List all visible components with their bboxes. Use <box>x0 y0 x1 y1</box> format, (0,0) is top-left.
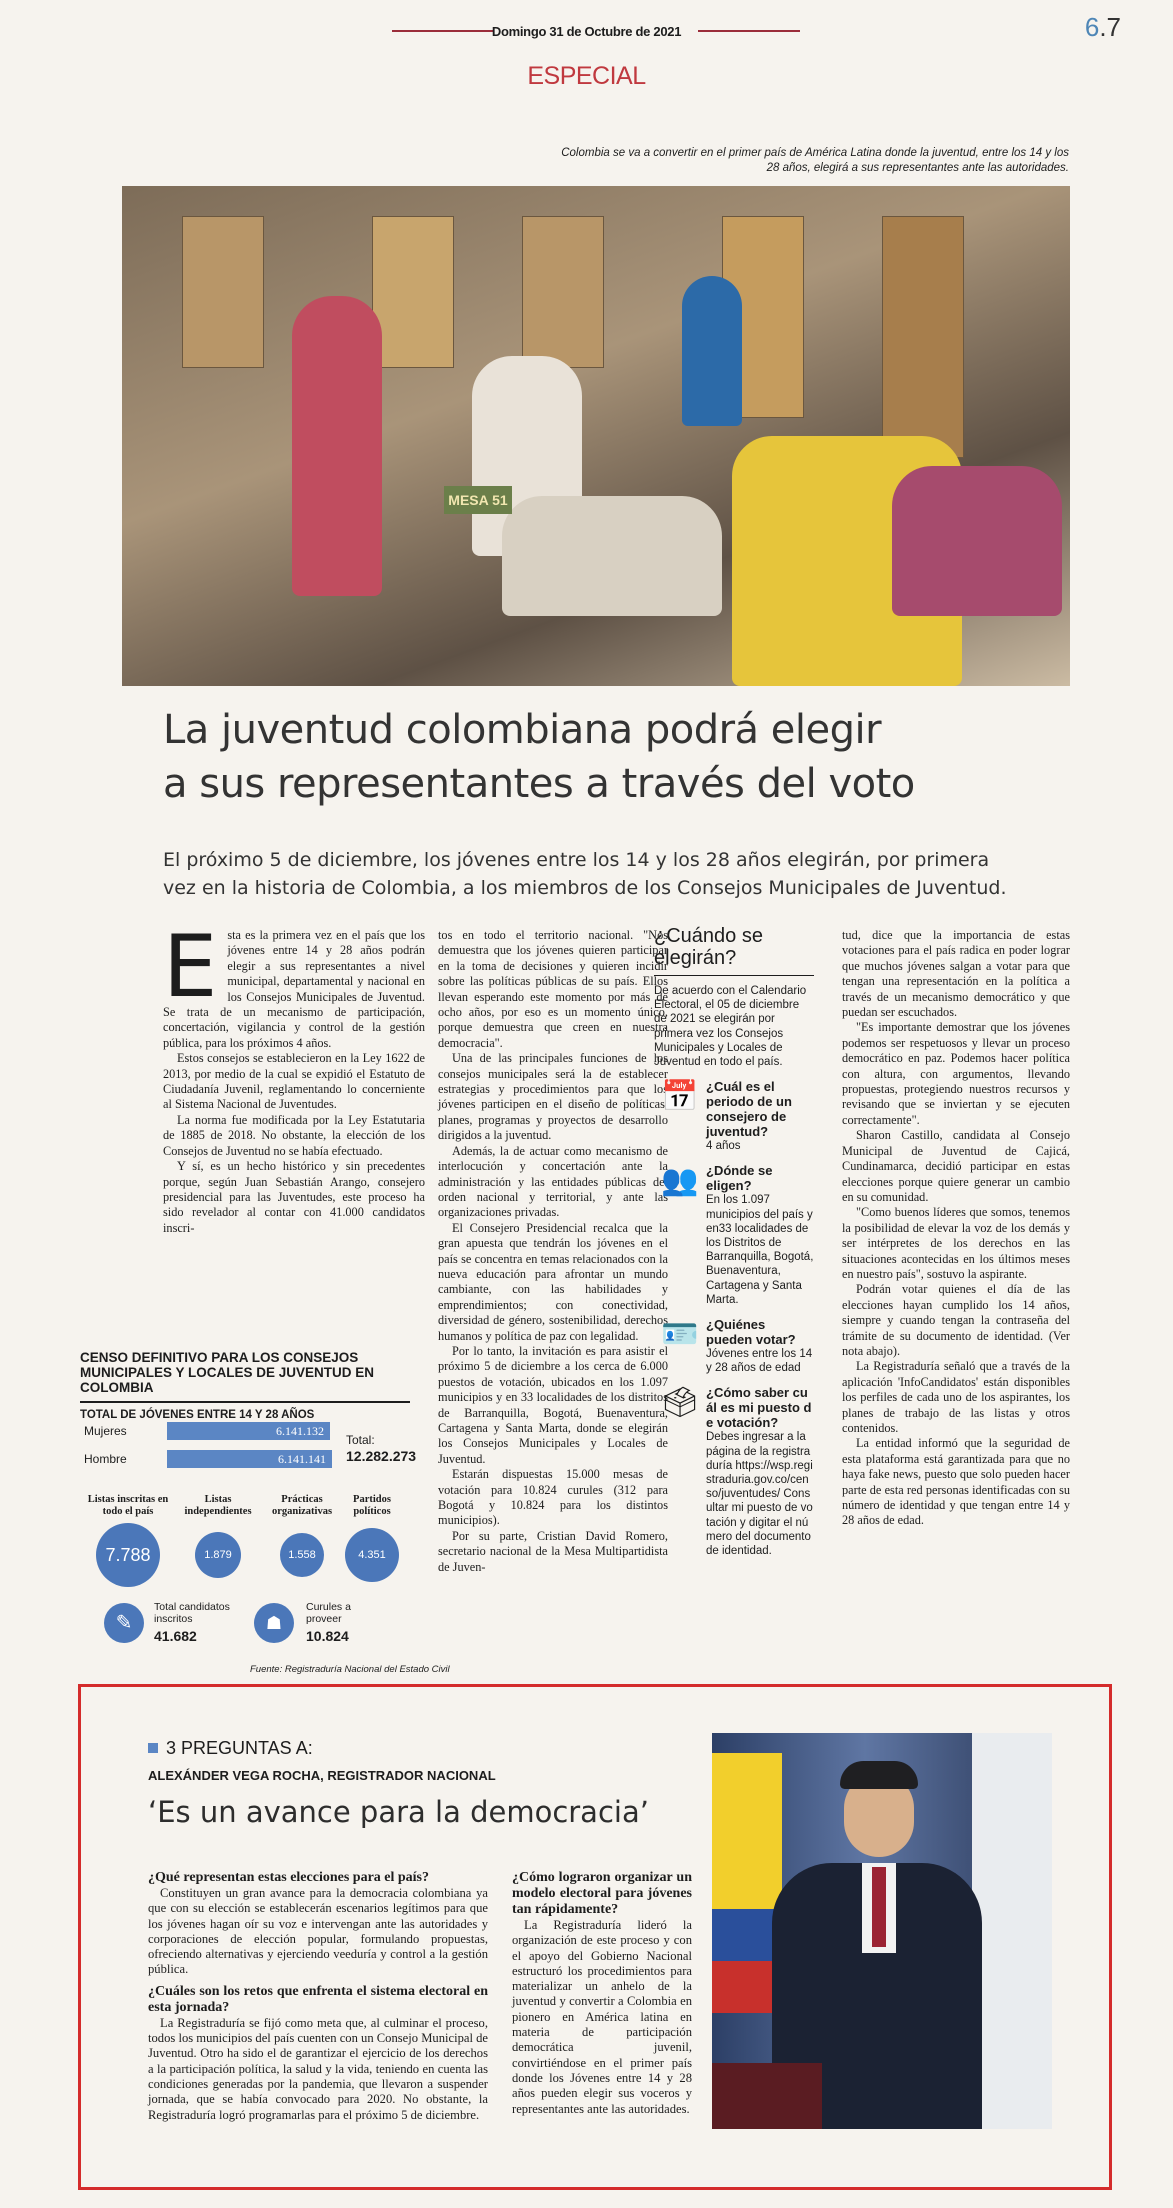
circle-label: Partidos políticos <box>353 1494 391 1517</box>
interview-quote: ‘Es un avance para la democracia’ <box>148 1795 649 1829</box>
interview-column-2 <box>512 1870 692 2123</box>
article-deck: El próximo 5 de diciembre, los jóvenes entre los 14 y los 28 años elegirán, por primera vez en la historia de Colombia, a los miembros de los Consejos Municipales de Juventud. <box>163 849 1007 899</box>
faq-item: 🪪 ¿Quiénes pueden votar? Jóvenes entre los 14 y 28 años de edad <box>654 1317 814 1375</box>
section-title: ESPECIAL <box>527 62 646 90</box>
interview-label: 3 PREGUNTAS A: <box>148 1738 313 1759</box>
interview-answer: La Registraduría lideró la organización de este proceso y con el apoyo del Gobierno Nacional estructuró los procedimientos para materializar un anhelo de la juventud y convertir a Colombia en pionero en América latina en materia de participación democrática juvenil, convirtiéndose en el primer país donde los Jóvenes entre 14 y 28 años pueden elegir sus voceros y representantes ante las autoridades. <box>512 1918 692 2116</box>
id-card-icon: 🪪 <box>661 1318 699 1352</box>
census-circle: 1.879 <box>195 1532 241 1578</box>
interview-column-1 <box>148 1870 488 2129</box>
interview-answer: La Registraduría se fijó como meta que, al culminar el proceso, todos los municipios del país cuenten con un Consejo Municipal de Juventud. Otro ha sido el de garantizar el ejercicio de los derechos a la participación política, la salud y la vida, teniendo en cuenta las condiciones generadas por la pandemia, que llevaron a suspender jornada, que se había convocado para 2020. No obstante, la Registraduría logró programarlas para el próximo 5 de diciembre. <box>148 2015 488 2122</box>
article-column-4: tud, dice que la importancia de estas votaciones para el país radica en poder lograr que muchos jóvenes salgan a votar para que tengan una representación en la política a través de un mecanismo democrático y que puedan ser escuchados. "Es importante demostrar que los jóvenes podemos ser respetuosos y llevar un proceso democrático en paz. Podemos hacer política con altura, con argumentos, llevando propuestas, protegiendo nuestros recursos y revisando que se inviertan y se ejecuten correctamente". Sharon Castillo, candidata al Consejo Municipal de Juventud de Cajicá, Cundinamarca, decidió participar en estas elecciones porque quiere generar un cambio en su comunidad. "Como buenos líderes que somos, tenemos la posibilidad de elevar la voz de los demás y ser intérpretes de los derechos en las situaciones acontecidas en los últimos meses en nuestro país", sostuvo la aspirante. Podrán votar quienes el día de las elecciones hayan cumplido los 14 años, siempre y cuando tengan la contraseña del trámite de su documento de identidad. (Ver nota abajo). La Registraduría señaló que a través de la aplicación 'InfoCandidatos' están disponibles los perfiles de cada uno de los aspirantes, los planes de trabajo de las listas y otros contenidos. La entidad informó que la seguridad de esta plataforma está garantizada para que no haya fake news, puesto que solo pueden hacer parte de esta red personas identificadas con su número de identidad y que tengan entre 14 y 28 años de edad. <box>842 928 1070 1528</box>
interviewee: ALEXÁNDER VEGA ROCHA, REGISTRADOR NACIONAL <box>148 1768 496 1783</box>
candidates-label: Total candidatos inscritos <box>154 1601 230 1625</box>
bar-label: Mujeres <box>84 1424 127 1438</box>
photo-caption: Colombia se va a convertir en el primer país de América Latina donde la juventud, entre los 14 y los 28 años, elegirá a sus representantes ante las autoridades. <box>561 147 1069 174</box>
circle-label: Listas independientes <box>184 1494 252 1517</box>
interview-answer: Constituyen un gran avance para la democracia colombiana ya que con su elección se establecerán escenarios legítimos para que los jóvenes hagan oír su voz e intervengan ante las autoridades y corporaciones de elección popular, formulando propuestas, ofreciendo alternativas y ejerciendo veeduría y control a la gestión pública. <box>148 1886 488 1977</box>
article-column-1: E sta es la primera vez en el país que los jóvenes entre 14 y 28 años podrán elegir a sus representantes a nivel municipal, departamental y nacional en los Consejos Municipales de Juventud. Se trata de un mecanismo de participación, concertación, vigilancia y control de la gestión pública, para los próximos 4 años. Estos consejos se establecieron en la Ley 1622 de 2013, por medio de la cual se expidió el Estatuto de Ciudadanía Juvenil, reglamentando lo concerniente al Sistema Nacional de Juventudes. La norma fue modificada por la Ley Estatutaria de 1885 de 2018. No obstante, la elección de los Consejos de Juventud no se había efectuado. Y sí, es un hecho histórico y sin precedentes porque, según Juan Sebastián Arango, consejero presidencial para las Juventudes, este proceso ha sido revelador al contar con 41.000 candidatos inscri- <box>163 917 425 1235</box>
bar-label: Hombre <box>84 1452 127 1466</box>
sidebar-intro: De acuerdo con el Calendario Electoral, el 05 de diciembre de 2021 se elegirán por primera vez los Consejos Municipales y Locales de Juventud en todo el país. <box>654 975 814 1069</box>
interview-question: ¿Cómo lograron organizar un modelo electoral para jóvenes tan rápidamente? <box>512 1870 692 1917</box>
interview-question: ¿Cuáles son los retos que enfrenta el sistema electoral en esta jornada? <box>148 1983 488 2015</box>
seats-label: Curules a proveer <box>306 1601 351 1625</box>
seats-value: 10.824 <box>306 1628 349 1644</box>
sidebar-title: ¿Cuándo se elegirán? <box>654 925 763 969</box>
article-column-2: tos en todo el territorio nacional. "Nos demuestra que los jóvenes quieren participar en la toma de decisiones y quieren incidir sobre las políticas públicas de su país. Ellos llevan esperando este momento por más de ocho años, por eso es un momento único, porque demuestra que creen en nuestra democracia". Una de las principales funciones de los consejos municipales será la de establecer estrategias y procedimientos para que los jóvenes participen en el diseño de políticas, planes, programas y proyectos de desarrollo dirigidos a la juventud. Además, la de actuar como mecanismo de interlocución y concertación ante la administración y las entidades públicas del orden nacional y territorial, y ante las organizaciones privadas. El Consejero Presidencial recalca que la gran apuesta que tendrán los jóvenes en el país se concentra en temas relacionados con la nueva educación para afrontar un mundo cambiante, con las habilidades y emprendimientos; con conectividad, diversidad de género, sostenibilidad, derechos humanos y política de paz con legalidad. Por lo tanto, la invitación es para asistir el próximo 5 de diciembre a los cerca de 6.000 puestos de votación, ubicados en los 1.097 municipios y en 33 localidades de los distritos de Barranquilla, Bogotá, Buenaventura, Cartagena y Santa Marta, donde se elegirán los Consejos Municipales y Locales de Juventud. Estarán dispuestas 15.000 mesas de votación para 10.824 curules (312 para Bogotá y 10.824 para los distintos municipios). Por su parte, Cristian David Romero, secretario nacional de la Mesa Multipartidista de Juven- <box>438 928 668 1574</box>
census-circle: 1.558 <box>280 1533 324 1577</box>
faq-item: 📅 ¿Cuál es el periodo de un consejero de juventud? 4 años <box>654 1079 814 1153</box>
calendar-icon: 📅 <box>661 1080 699 1114</box>
census-circle: 4.351 <box>345 1528 399 1582</box>
issue-date: Domingo 31 de Octubre de 2021 <box>491 24 682 39</box>
candidates-value: 41.682 <box>154 1628 197 1644</box>
census-title: CENSO DEFINITIVO PARA LOS CONSEJOS MUNICIPALES Y LOCALES DE JUVENTUD EN COLOMBIA <box>80 1350 375 1395</box>
faq-item: 🗳 ¿Cómo saber cuál es mi puesto de votación? Debes ingresar a la página de la registraduría https://wsp.registraduria.gov.co/censo/juventudes/ Consultar mi puesto de votación y digitar el número del documento de identidad. <box>654 1385 814 1558</box>
voting-photo <box>122 186 1070 686</box>
faq-item: 👥 ¿Dónde se eligen? En los 1.097 municipios del país y en33 localidades de los Distritos de Barranquilla, Bogotá, Buenaventura, Cartagena y Santa Marta. <box>654 1163 814 1307</box>
page-number: 6.7 <box>1084 12 1121 42</box>
census-bar: 6.141.132 <box>167 1422 330 1440</box>
total-value: 12.282.273 <box>346 1448 417 1464</box>
census-infographic <box>80 1350 410 1421</box>
people-icon: 👥 <box>661 1164 699 1198</box>
census-circle: 7.788 <box>96 1523 160 1587</box>
circle-label: Listas inscritas en todo el país <box>87 1494 169 1517</box>
census-bar: 6.141.141 <box>167 1450 332 1468</box>
sidebar-faq <box>654 925 814 1558</box>
census-source: Fuente: Registraduría Nacional del Estado Civil <box>250 1664 450 1675</box>
document-icon: ✎ <box>104 1603 144 1643</box>
census-subtitle: TOTAL DE JÓVENES ENTRE 14 Y 28 AÑOS <box>80 1401 410 1421</box>
seats-icon: ☗ <box>254 1603 294 1643</box>
circle-label: Prácticas organizativas <box>271 1494 333 1517</box>
article-headline: La juventud colombiana podrá elegir a sus representantes a través del voto <box>163 707 915 807</box>
interview-question: ¿Qué representan estas elecciones para el país? <box>148 1870 430 1885</box>
registrar-portrait <box>712 1733 1052 2129</box>
ballot-box-icon: 🗳 <box>660 1386 700 1420</box>
table-sign: MESA 51 <box>444 486 512 514</box>
total-label: Total: <box>346 1433 375 1447</box>
drop-cap: E <box>163 917 218 1017</box>
